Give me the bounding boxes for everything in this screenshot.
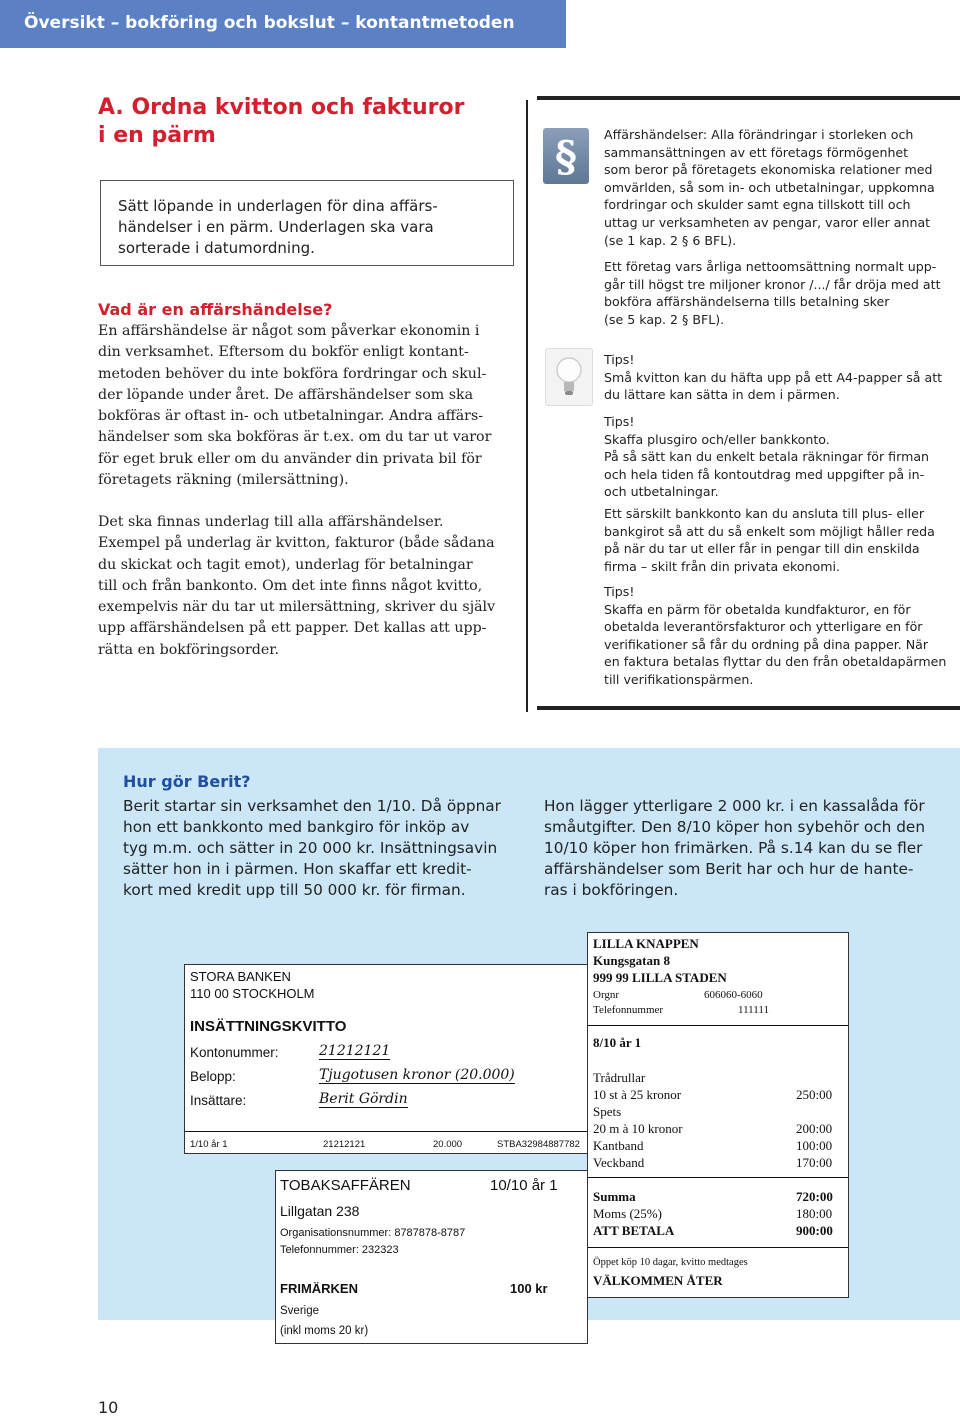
rule-text — [604, 258, 960, 328]
text-line: händelser som ska bokföras är t.ex. om du tar ut varor — [98, 429, 492, 446]
orgnr-value: 606060-6060 — [704, 989, 763, 1001]
text-line: Affärshändelser: Alla förändringar i storleken och — [604, 127, 914, 142]
item-label: Kantband — [593, 1138, 644, 1153]
depositor-label: Insättare: — [190, 1093, 247, 1108]
vat-label: Moms (25%) — [593, 1206, 662, 1221]
text-line: du lättare kan sätta in dem i pärmen. — [604, 387, 840, 403]
section-sign-icon: § — [543, 128, 589, 184]
footer-amount: 20.000 — [433, 1139, 463, 1150]
text-line: sammansättningen av ett företags förmögenhet — [604, 144, 909, 160]
text-line: går till högst tre miljoner kronor /.../ får dröja med att — [604, 276, 941, 292]
text-line: Det ska finnas underlag till alla affärshändelser. — [98, 514, 444, 530]
section-title-line1: A. Ordna kvitton och fakturor — [98, 95, 465, 120]
intro-line: händelser i en pärm. Underlagen ska vara — [118, 218, 434, 236]
account-value: 21212121 — [319, 1043, 391, 1059]
text-line: företagets räkning (milersättning). — [98, 472, 349, 489]
what-paragraph-2 — [98, 512, 518, 661]
text-line: (se 1 kap. 2 § 6 BFL). — [604, 232, 737, 248]
bank-address: 110 00 STOCKHOLM — [190, 986, 315, 1001]
text-line: fordringar och skulder samt egna tillskott till och — [604, 197, 911, 213]
item-label: Trådrullar — [593, 1070, 646, 1085]
berit-title: Hur gör Berit? — [123, 772, 251, 791]
page-number: 10 — [98, 1398, 119, 1417]
total-label: ATT BETALA — [593, 1223, 675, 1238]
text-line: sätter hon in i pärmen. Hon skaffar ett kredit- — [123, 860, 472, 878]
text-line: en faktura betalas flyttar du den från obetaldapärmen — [604, 654, 947, 670]
text-line: rätta en bokföringsorder. — [98, 641, 280, 658]
text-line: till och från bankonto. Om det inte finns något kvitto, — [98, 577, 483, 594]
text-line: Skaffa plusgiro och/eller bankkonto. — [604, 431, 830, 447]
vat-note: (inkl moms 20 kr) — [280, 1325, 369, 1337]
receipt-divider — [185, 1131, 587, 1132]
text-line: Små kvitton kan du häfta upp på ett A4-papper så att — [604, 369, 943, 385]
text-line: ras i bokföringen. — [544, 881, 679, 899]
text-line: Ett företag vars årliga nettoomsättning normalt upp- — [604, 259, 937, 274]
text-line: Exempel på underlag är kvitton, fakturor (både sådana — [98, 535, 495, 552]
text-line: småutgifter. Den 8/10 köper hon sybehör och den — [544, 818, 926, 836]
tobaksaffaren-receipt — [275, 1170, 588, 1344]
orgnr: Organisationsnummer: 8787878-8787 — [280, 1227, 466, 1239]
text-line: obetalda leverantörsfakturor och ytterligare en för — [604, 619, 923, 635]
shop-name: LILLA KNAPPEN — [593, 936, 699, 951]
item-amount: 100 kr — [510, 1281, 548, 1296]
sum-value: 720:00 — [796, 1189, 833, 1204]
text-line: för eget bruk eller om du använder din privata bil för — [98, 450, 482, 467]
what-title: Vad är en affärshändelse? — [98, 300, 333, 319]
receipt-divider — [588, 1177, 848, 1178]
welcome-text: VÄLKOMMEN ÅTER — [593, 1273, 723, 1288]
open-purchase-note: Öppet köp 10 dagar, kvitto medtages — [593, 1257, 748, 1268]
text-line: affärshändelser som Berit har och hur de hante- — [544, 860, 914, 878]
footer-date: 1/10 år 1 — [190, 1139, 228, 1150]
receipt-divider — [588, 1025, 848, 1026]
text-line: din verksamhet. Eftersom du bokför enligt kontant- — [98, 344, 469, 361]
text-line: verifikationer så får du ordning på dina papper. När — [604, 636, 929, 652]
item-label: FRIMÄRKEN — [280, 1281, 358, 1296]
text-line: På så sätt kan du enkelt betala räkningar för firman — [604, 449, 930, 465]
tip-1 — [604, 351, 960, 404]
berit-right-text — [544, 796, 944, 901]
sidebar-bottom-rule — [537, 706, 960, 710]
vat-value: 180:00 — [796, 1206, 833, 1221]
text-line: omvärlden, så som in- och utbetalningar, uppkomna — [604, 179, 935, 195]
intro-line: sorterade i datumordning. — [118, 239, 315, 257]
lilla-knappen-receipt — [587, 932, 849, 1298]
bank-name: STORA BANKEN — [190, 969, 291, 984]
text-line: och utbetalningar. — [604, 484, 719, 500]
tel-label: Telefonnummer — [593, 1004, 664, 1016]
text-line: bankgirot så att du så enkelt som möjligt håller reda — [604, 523, 935, 539]
text-line: Ett särskilt bankkonto kan du ansluta till plus- eller — [604, 506, 925, 521]
receipt-date: 8/10 år 1 — [593, 1035, 642, 1050]
text-line: du skickat och tagit emot), underlag för betalningar — [98, 556, 473, 573]
text-line: (se 5 kap. 2 § BFL). — [604, 311, 725, 327]
sum-label: Summa — [593, 1189, 636, 1204]
receipt-divider — [588, 1247, 848, 1248]
shop-street: Kungsgatan 8 — [593, 953, 670, 968]
sidebar-divider — [526, 100, 528, 712]
amount-value: Tjugotusen kronor (20.000) — [319, 1067, 515, 1083]
text-line: tyg m.m. och sätter in 20 000 kr. Insättningsavin — [123, 839, 498, 857]
what-paragraph-1 — [98, 321, 518, 491]
tip-label: Tips! — [604, 584, 635, 599]
receipt-title: INSÄTTNINGSKVITTO — [190, 1018, 347, 1035]
intro-line: Sätt löpande in underlagen för dina affärs- — [118, 197, 438, 215]
text-line: bokföra affärshändelserna tills betalning sker — [604, 294, 890, 310]
text-line: bokföras är oftast in- och utbetalningar. Andra affärs- — [98, 408, 484, 425]
phone: Telefonnummer: 232323 — [280, 1244, 399, 1256]
text-line: på när du tar ut eller får in pengar till din enskilda — [604, 541, 920, 557]
text-line: och hela tiden få kontoutdrag med uppgifter på in- — [604, 466, 925, 482]
item-origin: Sverige — [280, 1305, 319, 1317]
account-label: Kontonummer: — [190, 1045, 279, 1060]
text-line: metoden behöver du inte bokföra fordringar och skul- — [98, 365, 487, 382]
item-label: 20 m à 10 kronor — [593, 1121, 683, 1136]
text-line: Skaffa en pärm för obetalda kundfakturor, en för — [604, 601, 911, 617]
total-value: 900:00 — [796, 1223, 833, 1238]
text-line: En affärshändelse är något som påverkar ekonomin i — [98, 323, 480, 339]
text-line: kort med kredit upp till 50 000 kr. för firman. — [123, 881, 466, 899]
item-label: 10 st à 25 kronor — [593, 1087, 682, 1102]
text-line: uttag ur verksamheten av pengar, varor eller annat — [604, 214, 931, 230]
berit-left-text — [123, 796, 523, 901]
bank-receipt — [184, 964, 588, 1154]
intro-text — [118, 196, 498, 259]
text-line: der löpande under året. De affärshändelser som ska — [98, 386, 474, 403]
depositor-value: Berit Gördin — [319, 1091, 408, 1107]
shop-city: 999 99 LILLA STADEN — [593, 970, 727, 985]
receipt-date: 10/10 år 1 — [490, 1177, 558, 1194]
tip-2 — [604, 413, 960, 501]
tip-3 — [604, 583, 960, 689]
item-label: Spets — [593, 1104, 622, 1119]
item-amount: 170:00 — [796, 1155, 833, 1170]
shop-name: TOBAKSAFFÄREN — [280, 1177, 411, 1194]
text-line: 10/10 köper hon frimärken. På s.14 kan du se fler — [544, 839, 923, 857]
tip-label: Tips! — [604, 352, 635, 367]
text-line: upp affärshändelsen på ett papper. Det kallas att upp- — [98, 620, 487, 637]
item-amount: 100:00 — [796, 1138, 833, 1153]
lightbulb-icon — [545, 348, 593, 406]
footer-account: 21212121 — [323, 1139, 366, 1150]
tel-value: 111111 — [738, 1004, 769, 1016]
header-title: Översikt – bokföring och bokslut – kontantmetoden — [24, 13, 515, 33]
item-label: Veckband — [593, 1155, 645, 1170]
item-amount: 250:00 — [796, 1087, 833, 1102]
amount-label: Belopp: — [190, 1069, 236, 1084]
definition-text — [604, 126, 960, 249]
shop-street: Lillgatan 238 — [280, 1203, 360, 1219]
section-title — [98, 94, 518, 150]
tip-label: Tips! — [604, 414, 635, 429]
section-title-line2: i en pärm — [98, 123, 216, 148]
text-line: till verifikationspärmen. — [604, 671, 754, 687]
text-line: som beror på företagets ekonomiska relationer med — [604, 162, 933, 178]
item-amount: 200:00 — [796, 1121, 833, 1136]
text-line: firma – skilt från din privata ekonomi. — [604, 558, 841, 574]
text-line: Hon lägger ytterligare 2 000 kr. i en kassalåda för — [544, 797, 925, 815]
text-line: exempelvis när du tar ut milersättning, skriver du själv — [98, 599, 496, 616]
text-line: Berit startar sin verksamhet den 1/10. Då öppnar — [123, 797, 501, 815]
tip-2b — [604, 505, 960, 575]
orgnr-label: Orgnr — [593, 989, 620, 1001]
sidebar-top-rule — [537, 96, 960, 100]
text-line: hon ett bankkonto med bankgiro för inköp av — [123, 818, 470, 836]
footer-reference: STBA32984887782 — [497, 1139, 580, 1150]
